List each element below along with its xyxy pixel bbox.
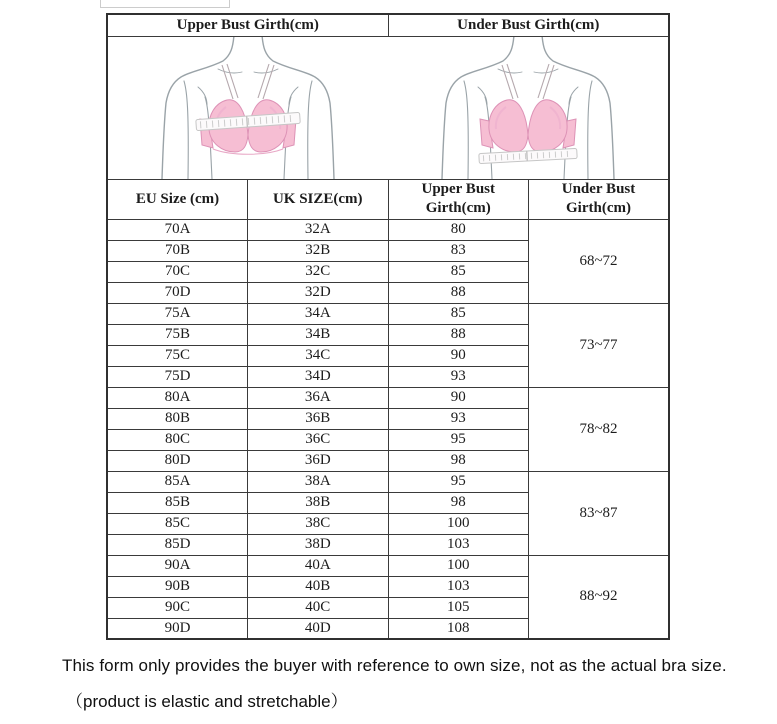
col-header-upper-bust: Upper Bust Girth(cm)	[388, 179, 529, 219]
uk-size-cell: 34A	[248, 303, 389, 324]
uk-size-cell: 38B	[248, 492, 389, 513]
eu-size-cell: 90B	[107, 576, 248, 597]
uk-size-cell: 32B	[248, 240, 389, 261]
upper-bust-cell: 90	[388, 345, 529, 366]
upper-bust-cell: 80	[388, 219, 529, 240]
table-row	[107, 555, 669, 576]
eu-size-cell: 70D	[107, 282, 248, 303]
eu-size-cell: 85A	[107, 471, 248, 492]
bra-cups	[480, 99, 576, 151]
uk-size-cell: 40B	[248, 576, 389, 597]
eu-size-cell: 85B	[107, 492, 248, 513]
eu-size-cell: 75A	[107, 303, 248, 324]
upper-bust-cell: 100	[388, 555, 529, 576]
footer-note-line1: This form only provides the buyer with reference to own size, not as the actual bra size.	[62, 656, 727, 675]
eu-size-cell: 80D	[107, 450, 248, 471]
under-bust-range-cell: 68~72	[529, 219, 670, 303]
eu-size-cell: 70C	[107, 261, 248, 282]
under-bust-range-cell: 73~77	[529, 303, 670, 387]
measurement-figures	[108, 37, 668, 179]
uk-size-cell: 34D	[248, 366, 389, 387]
table-row	[107, 303, 669, 324]
uk-size-cell: 32A	[248, 219, 389, 240]
eu-size-cell: 75C	[107, 345, 248, 366]
table-row	[107, 471, 669, 492]
uk-size-cell: 40D	[248, 618, 389, 639]
eu-size-cell: 90D	[107, 618, 248, 639]
table-row	[107, 219, 669, 240]
eu-size-cell: 90C	[107, 597, 248, 618]
upper-bust-cell: 88	[388, 282, 529, 303]
uk-size-cell: 40A	[248, 555, 389, 576]
eu-size-cell: 80C	[107, 429, 248, 450]
upper-bust-cell: 98	[388, 450, 529, 471]
col-header-eu-size: EU Size (cm)	[107, 179, 248, 219]
uk-size-cell: 38D	[248, 534, 389, 555]
upper-bust-cell: 90	[388, 387, 529, 408]
eu-size-cell: 80A	[107, 387, 248, 408]
col-header-under-bust: Under Bust Girth(cm)	[529, 179, 670, 219]
upper-bust-measure-figure	[108, 37, 388, 179]
upper-bust-cell: 93	[388, 366, 529, 387]
eu-size-cell: 90A	[107, 555, 248, 576]
upper-bust-cell: 95	[388, 429, 529, 450]
eu-size-cell: 75D	[107, 366, 248, 387]
under-bust-range-cell: 78~82	[529, 387, 670, 471]
uk-size-cell: 32D	[248, 282, 389, 303]
uk-size-cell: 34B	[248, 324, 389, 345]
measuring-tape-icon	[479, 148, 577, 163]
table-row	[107, 387, 669, 408]
uk-size-cell: 36A	[248, 387, 389, 408]
uk-size-cell: 38A	[248, 471, 389, 492]
upper-bust-cell: 85	[388, 261, 529, 282]
under-bust-measure-figure	[388, 37, 668, 179]
upper-bust-cell: 88	[388, 324, 529, 345]
upper-bust-cell: 105	[388, 597, 529, 618]
bra-size-chart-table	[106, 13, 670, 640]
eu-size-cell: 85D	[107, 534, 248, 555]
uk-size-cell: 36D	[248, 450, 389, 471]
uk-size-cell: 36B	[248, 408, 389, 429]
upper-bust-cell: 98	[388, 492, 529, 513]
upper-bust-cell: 103	[388, 576, 529, 597]
uk-size-cell: 34C	[248, 345, 389, 366]
upper-bust-cell: 108	[388, 618, 529, 639]
measurement-figures-cell	[107, 36, 669, 179]
eu-size-cell: 70B	[107, 240, 248, 261]
eu-size-cell: 75B	[107, 324, 248, 345]
upper-bust-cell: 93	[388, 408, 529, 429]
upper-bust-cell: 103	[388, 534, 529, 555]
footer-note-line2: （product is elastic and stretchable）	[66, 692, 348, 711]
eu-size-cell: 85C	[107, 513, 248, 534]
upper-bust-cell: 85	[388, 303, 529, 324]
upper-bust-cell: 95	[388, 471, 529, 492]
bra-straps	[222, 64, 274, 99]
eu-size-cell: 70A	[107, 219, 248, 240]
under-bust-range-cell: 88~92	[529, 555, 670, 639]
torso-upper-bust-icon	[123, 37, 373, 179]
uk-size-cell: 36C	[248, 429, 389, 450]
eu-size-cell: 80B	[107, 408, 248, 429]
uk-size-cell: 40C	[248, 597, 389, 618]
header-upper-bust-girth: Upper Bust Girth(cm)	[107, 14, 388, 36]
upper-bust-cell: 100	[388, 513, 529, 534]
header-under-bust-girth: Under Bust Girth(cm)	[388, 14, 669, 36]
uk-size-cell: 38C	[248, 513, 389, 534]
uk-size-cell: 32C	[248, 261, 389, 282]
cropped-cell-remnant	[100, 0, 230, 8]
upper-bust-cell: 83	[388, 240, 529, 261]
under-bust-range-cell: 83~87	[529, 471, 670, 555]
bra-straps	[502, 64, 554, 99]
col-header-uk-size: UK SIZE(cm)	[248, 179, 389, 219]
torso-under-bust-icon	[403, 37, 653, 179]
